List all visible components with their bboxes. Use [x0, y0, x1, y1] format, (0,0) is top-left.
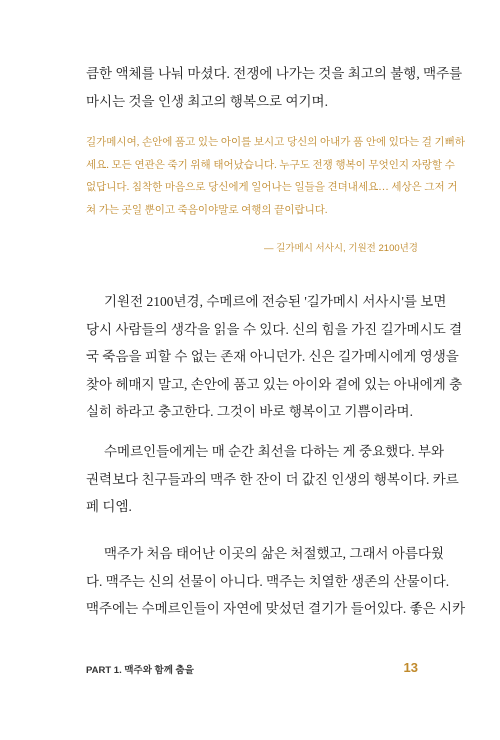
quote-line: 쳐 가는 곳일 뿐이고 죽음이야말로 여행의 끝이랍니다. — [86, 204, 328, 216]
text-line: 페 디엠. — [86, 499, 132, 514]
text-line: 맥주에는 수메르인들이 자연에 맞섰던 결기가 들어있다. 좋은 시카 — [86, 601, 466, 616]
text-line: 국 죽음을 피할 수 없는 존재 아니던가. 신은 길가메시에게 영생을 — [86, 349, 459, 364]
quote-line: 없답니다. 침착한 마음으로 당신에게 일어나는 일들을 견뎌내세요… 세상은 그저 거 — [86, 182, 458, 193]
quote-line: 길가메시여, 손안에 품고 있는 아이를 보시고 당신의 아내가 품 안에 있다는 걸 기뻐하 — [86, 137, 465, 148]
text-line: 다. 맥주는 신의 선물이 아니다. 맥주는 치열한 생존의 산물이다. — [86, 573, 450, 589]
quote-line: 세요. 모든 연관은 죽기 위해 태어났습니다. 누구도 전쟁 행복이 무엇인지 자랑할 수 — [86, 159, 455, 171]
epigraph-quote — [86, 132, 465, 222]
text-line: 당시 사람들의 생각을 읽을 수 있다. 신의 힘을 가진 길가메시도 결 — [86, 321, 463, 337]
page-number: 13 — [403, 660, 418, 675]
paragraph-carpe-diem — [86, 438, 459, 521]
running-footer-part: PART 1. 맥주와 함께 춤을 — [86, 665, 194, 676]
paragraph-beer-origin — [86, 540, 466, 623]
text-line: 큼한 액체를 나눠 마셨다. 전쟁에 나가는 것을 최고의 불행, 맥주를 — [86, 66, 463, 81]
text-line: 실히 하라고 충고한다. 그것이 바로 행복이고 기쁨이라며. — [86, 404, 413, 419]
text-line: 맥주가 처음 태어난 이곳의 삶은 처절했고, 그래서 아름다웠 — [104, 546, 444, 561]
paragraph-gilgamesh — [86, 288, 463, 426]
paragraph-continuation — [86, 60, 463, 115]
text-line: 기원전 2100년경, 수메르에 전승된 '길가메시 서사시'를 보면 — [104, 294, 447, 309]
text-line: 마시는 것을 인생 최고의 행복으로 여기며. — [86, 93, 328, 109]
text-line: 수메르인들에게는 매 순간 최선을 다하는 게 중요했다. 부와 — [104, 444, 444, 459]
quote-attribution: — 길가메시 서사시, 기원전 2100년경 — [264, 243, 418, 254]
text-line: 권력보다 친구들과의 맥주 한 잔이 더 값진 인생의 행복이다. 카르 — [86, 471, 459, 487]
text-line: 찾아 헤매지 말고, 손안에 품고 있는 아이와 곁에 있는 아내에게 충 — [86, 376, 463, 392]
